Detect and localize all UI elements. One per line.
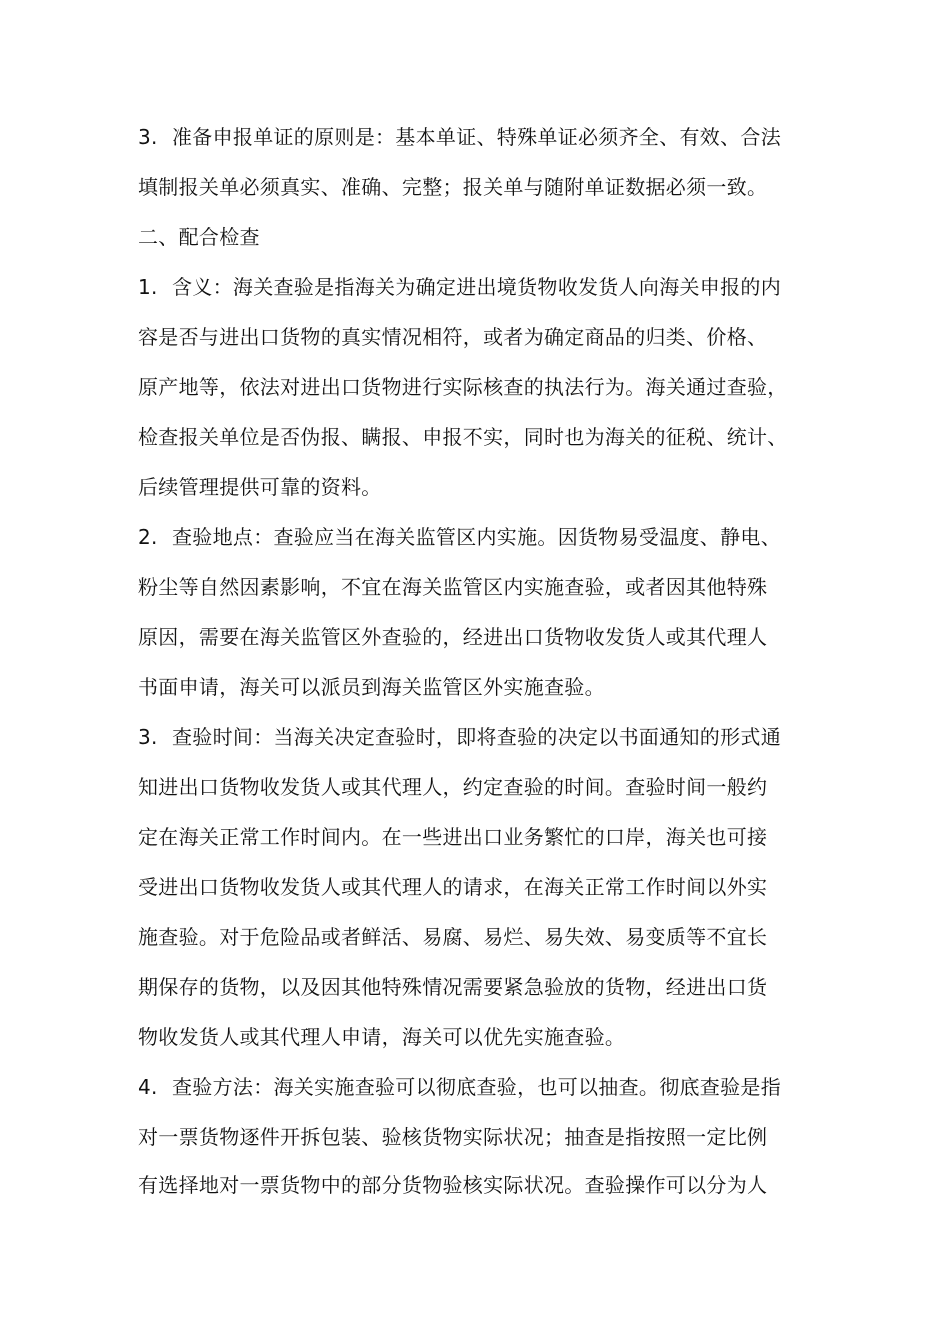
line-text: 书面申请，海关可以派员到海关监管区外实施查验。	[138, 675, 605, 699]
line-text: 后续管理提供可靠的资料。	[138, 475, 382, 499]
line-text: 定在海关正常工作时间内。在一些进出口业务繁忙的口岸，海关也可接	[138, 825, 768, 849]
text-line	[138, 1124, 858, 1150]
line-text: 对一票货物逐件开拆包装、验核货物实际状况；抽查是指按照一定比例	[138, 1125, 768, 1149]
text-line	[138, 574, 858, 600]
line-text: 期保存的货物，以及因其他特殊情况需要紧急验放的货物，经进出口货	[138, 975, 768, 999]
text-line	[138, 1074, 858, 1100]
text-line	[138, 924, 858, 950]
line-text: 查验地点：查验应当在海关监管区内实施。因货物易受温度、静电、	[172, 525, 781, 549]
item-number: 1.	[138, 275, 158, 299]
line-text: 容是否与进出口货物的真实情况相符，或者为确定商品的归类、价格、	[138, 325, 768, 349]
text-line	[138, 974, 858, 1000]
line-text: 施查验。对于危险品或者鲜活、易腐、易烂、易失效、易变质等不宜长	[138, 925, 768, 949]
text-line	[138, 774, 858, 800]
item-number: 3.	[138, 725, 158, 749]
text-line	[138, 824, 858, 850]
line-text: 知进出口货物收发货人或其代理人，约定查验的时间。查验时间一般约	[138, 775, 768, 799]
text-line	[138, 874, 858, 900]
text-line	[138, 724, 858, 750]
line-text: 受进出口货物收发货人或其代理人的请求，在海关正常工作时间以外实	[138, 875, 768, 899]
line-text: 粉尘等自然因素影响，不宜在海关监管区内实施查验，或者因其他特殊	[138, 575, 768, 599]
line-text: 有选择地对一票货物中的部分货物验核实际状况。查验操作可以分为人	[138, 1173, 768, 1197]
text-line	[138, 424, 858, 450]
line-text: 含义：海关查验是指海关为确定进出境货物收发货人向海关申报的内	[172, 275, 781, 299]
line-text: 物收发货人或其代理人申请，海关可以优先实施查验。	[138, 1025, 626, 1049]
line-text: 检查报关单位是否伪报、瞒报、申报不实，同时也为海关的征税、统计、	[138, 425, 788, 449]
text-line	[138, 674, 858, 700]
text-line	[138, 174, 858, 200]
text-line	[138, 524, 858, 550]
section-heading	[138, 224, 858, 250]
line-text: 二、配合检查	[138, 225, 260, 249]
text-line	[138, 374, 858, 400]
line-text: 原产地等，依法对进出口货物进行实际核查的执法行为。海关通过查验，	[138, 375, 788, 399]
line-text: 填制报关单必须真实、准确、完整；报关单与随附单证数据必须一致。	[138, 175, 768, 199]
item-number: 3.	[138, 125, 158, 149]
text-line	[138, 1024, 858, 1050]
text-line	[138, 124, 858, 150]
text-line	[138, 474, 858, 500]
text-line	[138, 274, 858, 300]
line-text: 原因，需要在海关监管区外查验的，经进出口货物收发货人或其代理人	[138, 625, 768, 649]
item-number: 2.	[138, 525, 158, 549]
text-line	[138, 1172, 858, 1198]
text-line	[138, 324, 858, 350]
item-number: 4.	[138, 1075, 158, 1099]
line-text: 准备申报单证的原则是：基本单证、特殊单证必须齐全、有效、合法	[172, 125, 781, 149]
text-line	[138, 624, 858, 650]
line-text: 查验方法：海关实施查验可以彻底查验，也可以抽查。彻底查验是指	[172, 1075, 781, 1099]
line-text: 查验时间：当海关决定查验时，即将查验的决定以书面通知的形式通	[172, 725, 781, 749]
